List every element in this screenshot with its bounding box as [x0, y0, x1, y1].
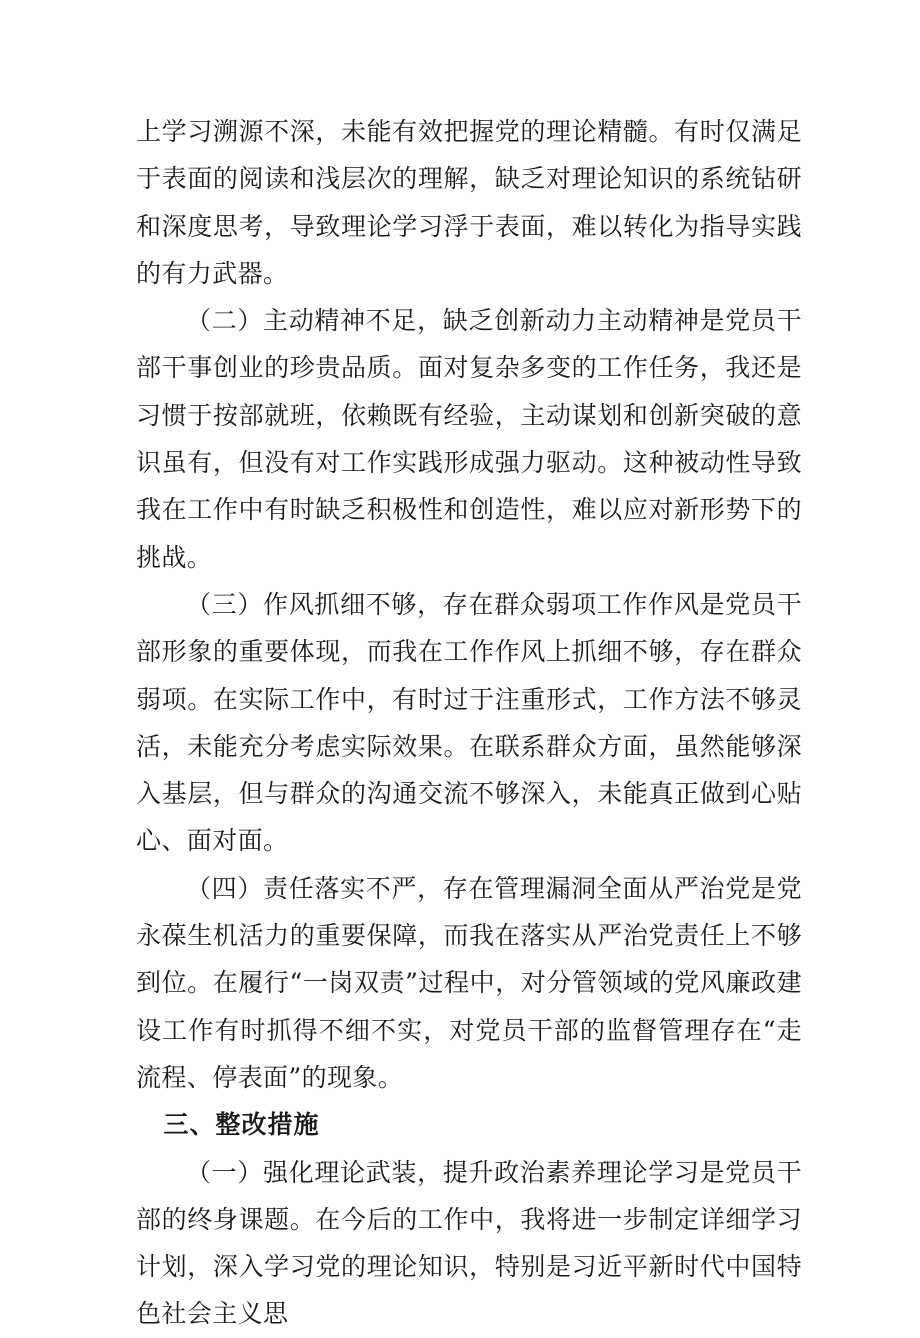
paragraph-theory-study: （一）强化理论武装，提升政治素养理论学习是党员干部的终身课题。在今后的工作中，我将进一步制定详细学习计划，深入学习党的理论知识，特别是习近平新时代中国特色社会主义思	[136, 1157, 802, 1329]
section-heading: 三、整改措施	[163, 1110, 320, 1140]
paragraph-responsibility: （四）责任落实不严，存在管理漏洞全面从严治党是党永葆生机活力的重要保障，而我在落实从严治党责任上不够到位。在履行“一岗双责”过程中，对分管领域的党风廉政建设工作有时抓得不细不实，对党员干部的监督管理存在“走流程、停表面”的现象。	[136, 873, 802, 1092]
paragraph-work-style: （三）作风抓细不够，存在群众弱项工作作风是党员干部形象的重要体现，而我在工作作风上抓细不够，存在群众弱项。在实际工作中，有时过于注重形式，工作方法不够灵活，未能充分考虑实际效果。在联系群众方面，虽然能够深入基层，但与群众的沟通交流不够深入，未能真正做到心贴心、面对面。	[136, 589, 802, 856]
paragraph-continuation: 上学习溯源不深，未能有效把握党的理论精髓。有时仅满足于表面的阅读和浅层次的理解，缺乏对理论知识的系统钻研和深度思考，导致理论学习浮于表面，难以转化为指导实践的有力武器。	[136, 117, 802, 288]
paragraph-initiative: （二）主动精神不足，缺乏创新动力主动精神是党员干部干事创业的珍贵品质。面对复杂多变的工作任务，我还是习惯于按部就班，依赖既有经验，主动谋划和创新突破的意识虽有，但没有对工作实践形成强力驱动。这种被动性导致我在工作中有时缺乏积极性和创造性，难以应对新形势下的挑战。	[136, 306, 802, 572]
